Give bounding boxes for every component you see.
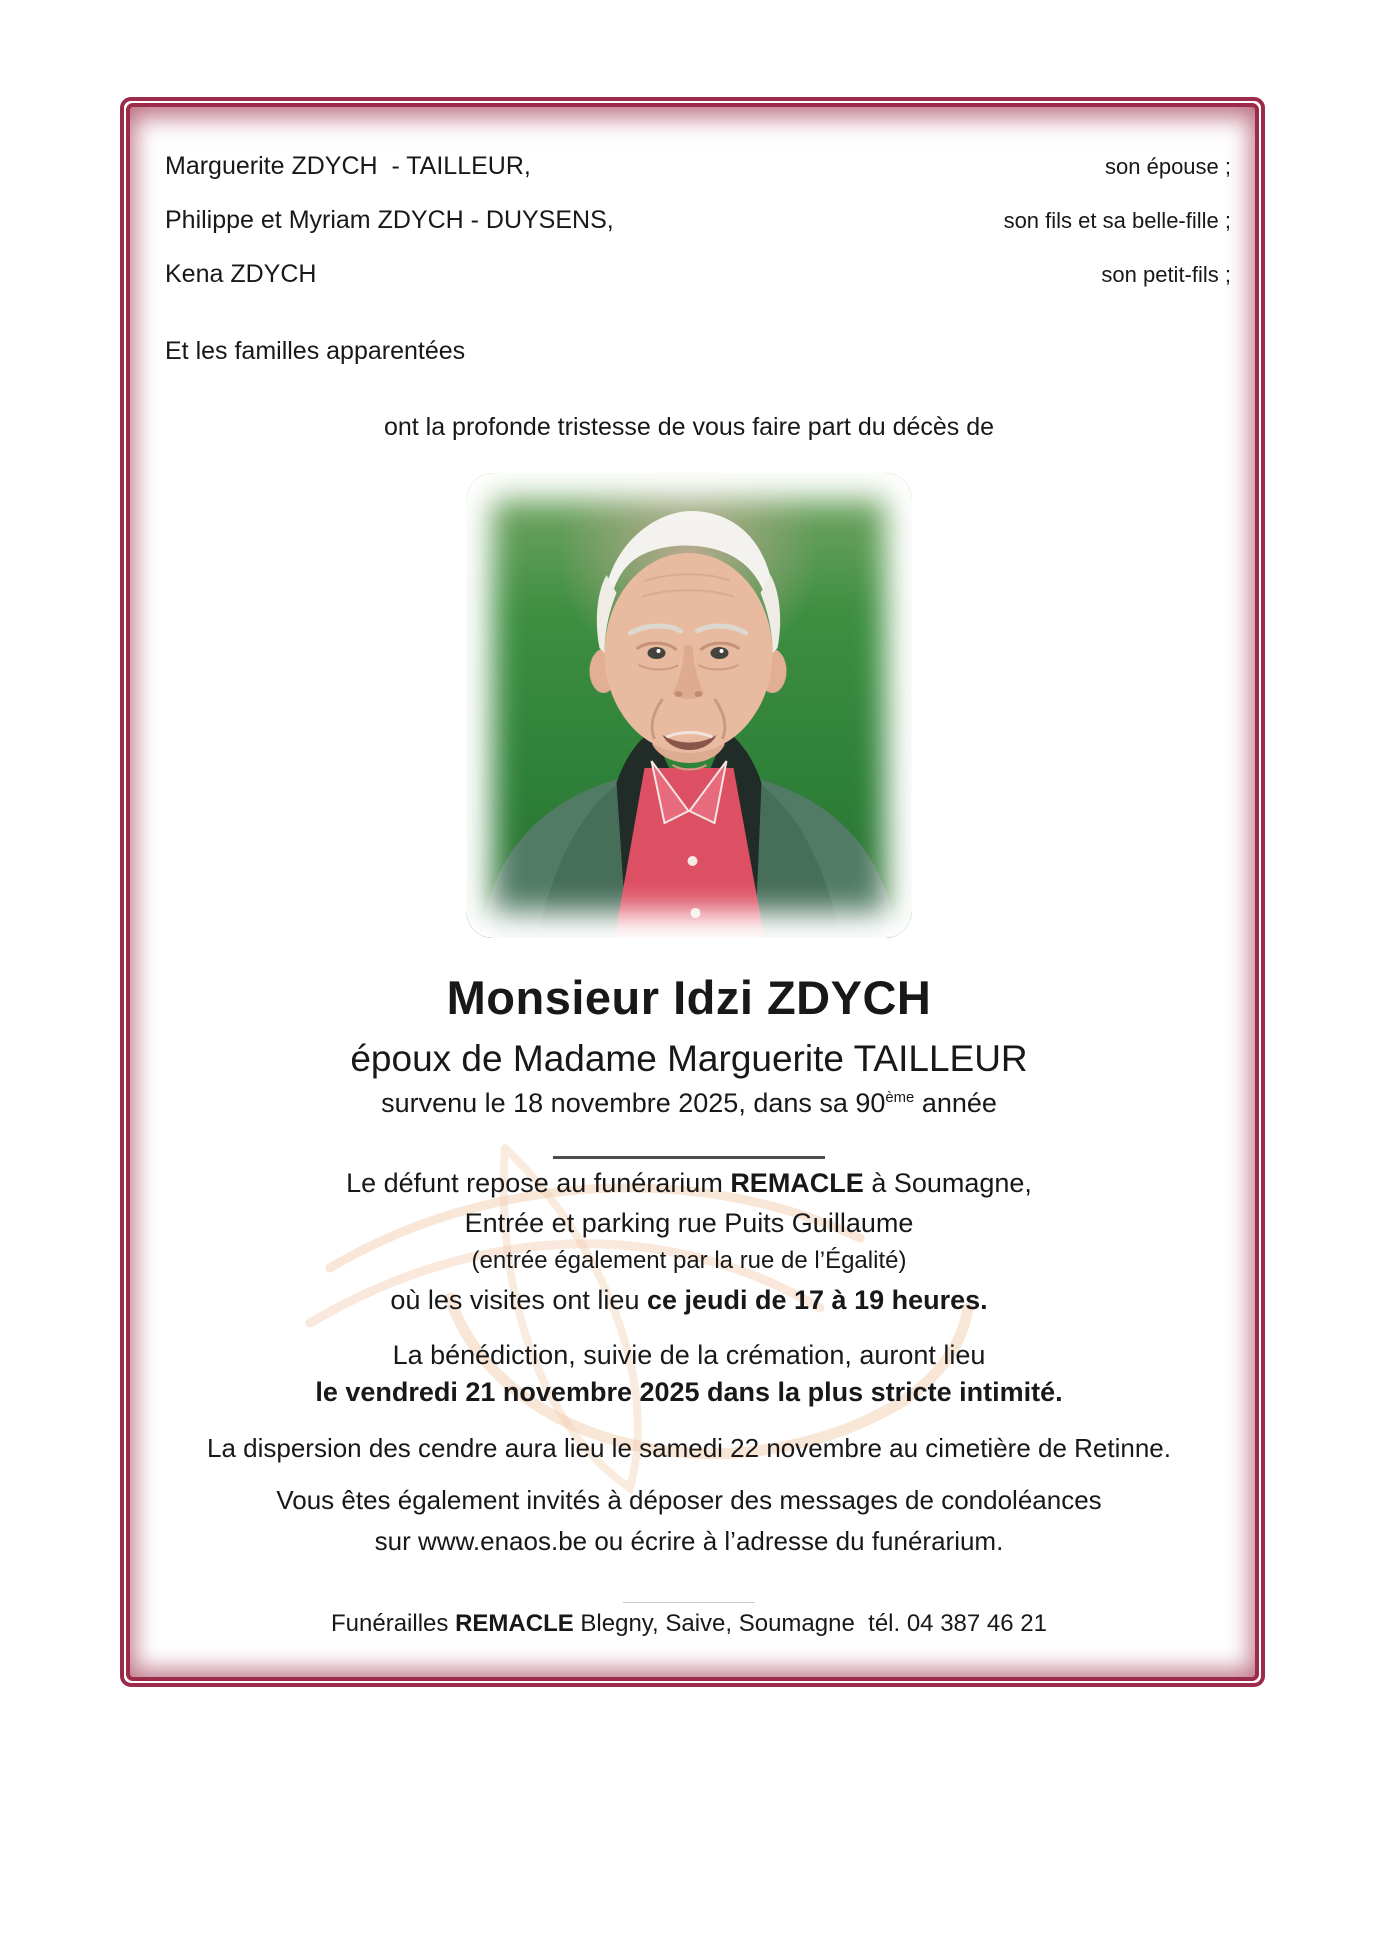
relative-relation: son épouse ;: [1105, 154, 1231, 179]
ceremony-date-line: le vendredi 21 novembre 2025 dans la plus stricte intimité.: [315, 1377, 1063, 1407]
wake-entrance-line: (entrée également par la rue de l’Égalité): [471, 1247, 907, 1274]
relative-name: Philippe et Myriam ZDYCH - DUYSENS,: [165, 206, 614, 234]
wake-visits-hours: ce jeudi de 17 à 19 heures.: [646, 1285, 988, 1315]
dispersion-line: La dispersion des cendre aura lieu le samedi 22 novembre au cimetière de Retinne.: [206, 1433, 1171, 1463]
wake-visits-prefix: où les visites ont lieu: [390, 1285, 647, 1315]
footer-prefix: Funérailles: [331, 1610, 456, 1637]
wake-location-prefix: Le défunt repose au funérarium: [346, 1168, 731, 1198]
death-date-line: [0, 1088, 1378, 1119]
spouse-line: époux de Madame Marguerite TAILLEUR: [350, 1038, 1028, 1079]
footer-address-phone: Blegny, Saive, Soumagne tél. 04 387 46 21: [573, 1610, 1047, 1637]
relative-row: [165, 152, 1231, 182]
footer-brand: REMACLE: [455, 1610, 574, 1637]
death-date-suffix: année: [914, 1088, 997, 1118]
ceremony-line: La bénédiction, suivie de la crémation, auront lieu: [392, 1340, 986, 1370]
portrait-photo: [467, 473, 912, 938]
announcement-line: ont la profonde tristesse de vous faire part du décès de: [383, 413, 995, 441]
footer-divider: [623, 1602, 755, 1603]
section-divider: [553, 1156, 825, 1159]
relatives-list: [165, 152, 1231, 290]
death-date-ordinal: ème: [885, 1090, 915, 1106]
wake-location-suffix: à Soumagne,: [863, 1168, 1032, 1198]
relative-row: [165, 206, 1231, 236]
condolences-line-1: Vous êtes également invités à déposer des messages de condoléances: [276, 1485, 1102, 1515]
death-date-prefix: survenu le 18 novembre 2025, dans sa 90: [381, 1088, 886, 1118]
families-line: Et les familles apparentées: [165, 337, 466, 365]
relative-name: Marguerite ZDYCH - TAILLEUR,: [165, 152, 531, 180]
relative-name: Kena ZDYCH: [165, 260, 317, 288]
funeral-home-footer: [0, 1610, 1378, 1638]
relative-relation: son petit-fils ;: [1101, 262, 1231, 287]
relative-relation: son fils et sa belle-fille ;: [1003, 208, 1231, 233]
funeral-home-name: REMACLE: [730, 1168, 864, 1198]
condolences-line-2: sur www.enaos.be ou écrire à l’adresse du funérarium.: [374, 1526, 1004, 1556]
wake-parking-line: Entrée et parking rue Puits Guillaume: [464, 1208, 914, 1238]
wake-visits-line: [0, 1285, 1378, 1316]
portrait-photo-image: [467, 473, 912, 938]
relative-row: [165, 260, 1231, 290]
deceased-name: Monsieur Idzi ZDYCH: [446, 971, 932, 1024]
wake-location-line: [0, 1168, 1378, 1199]
